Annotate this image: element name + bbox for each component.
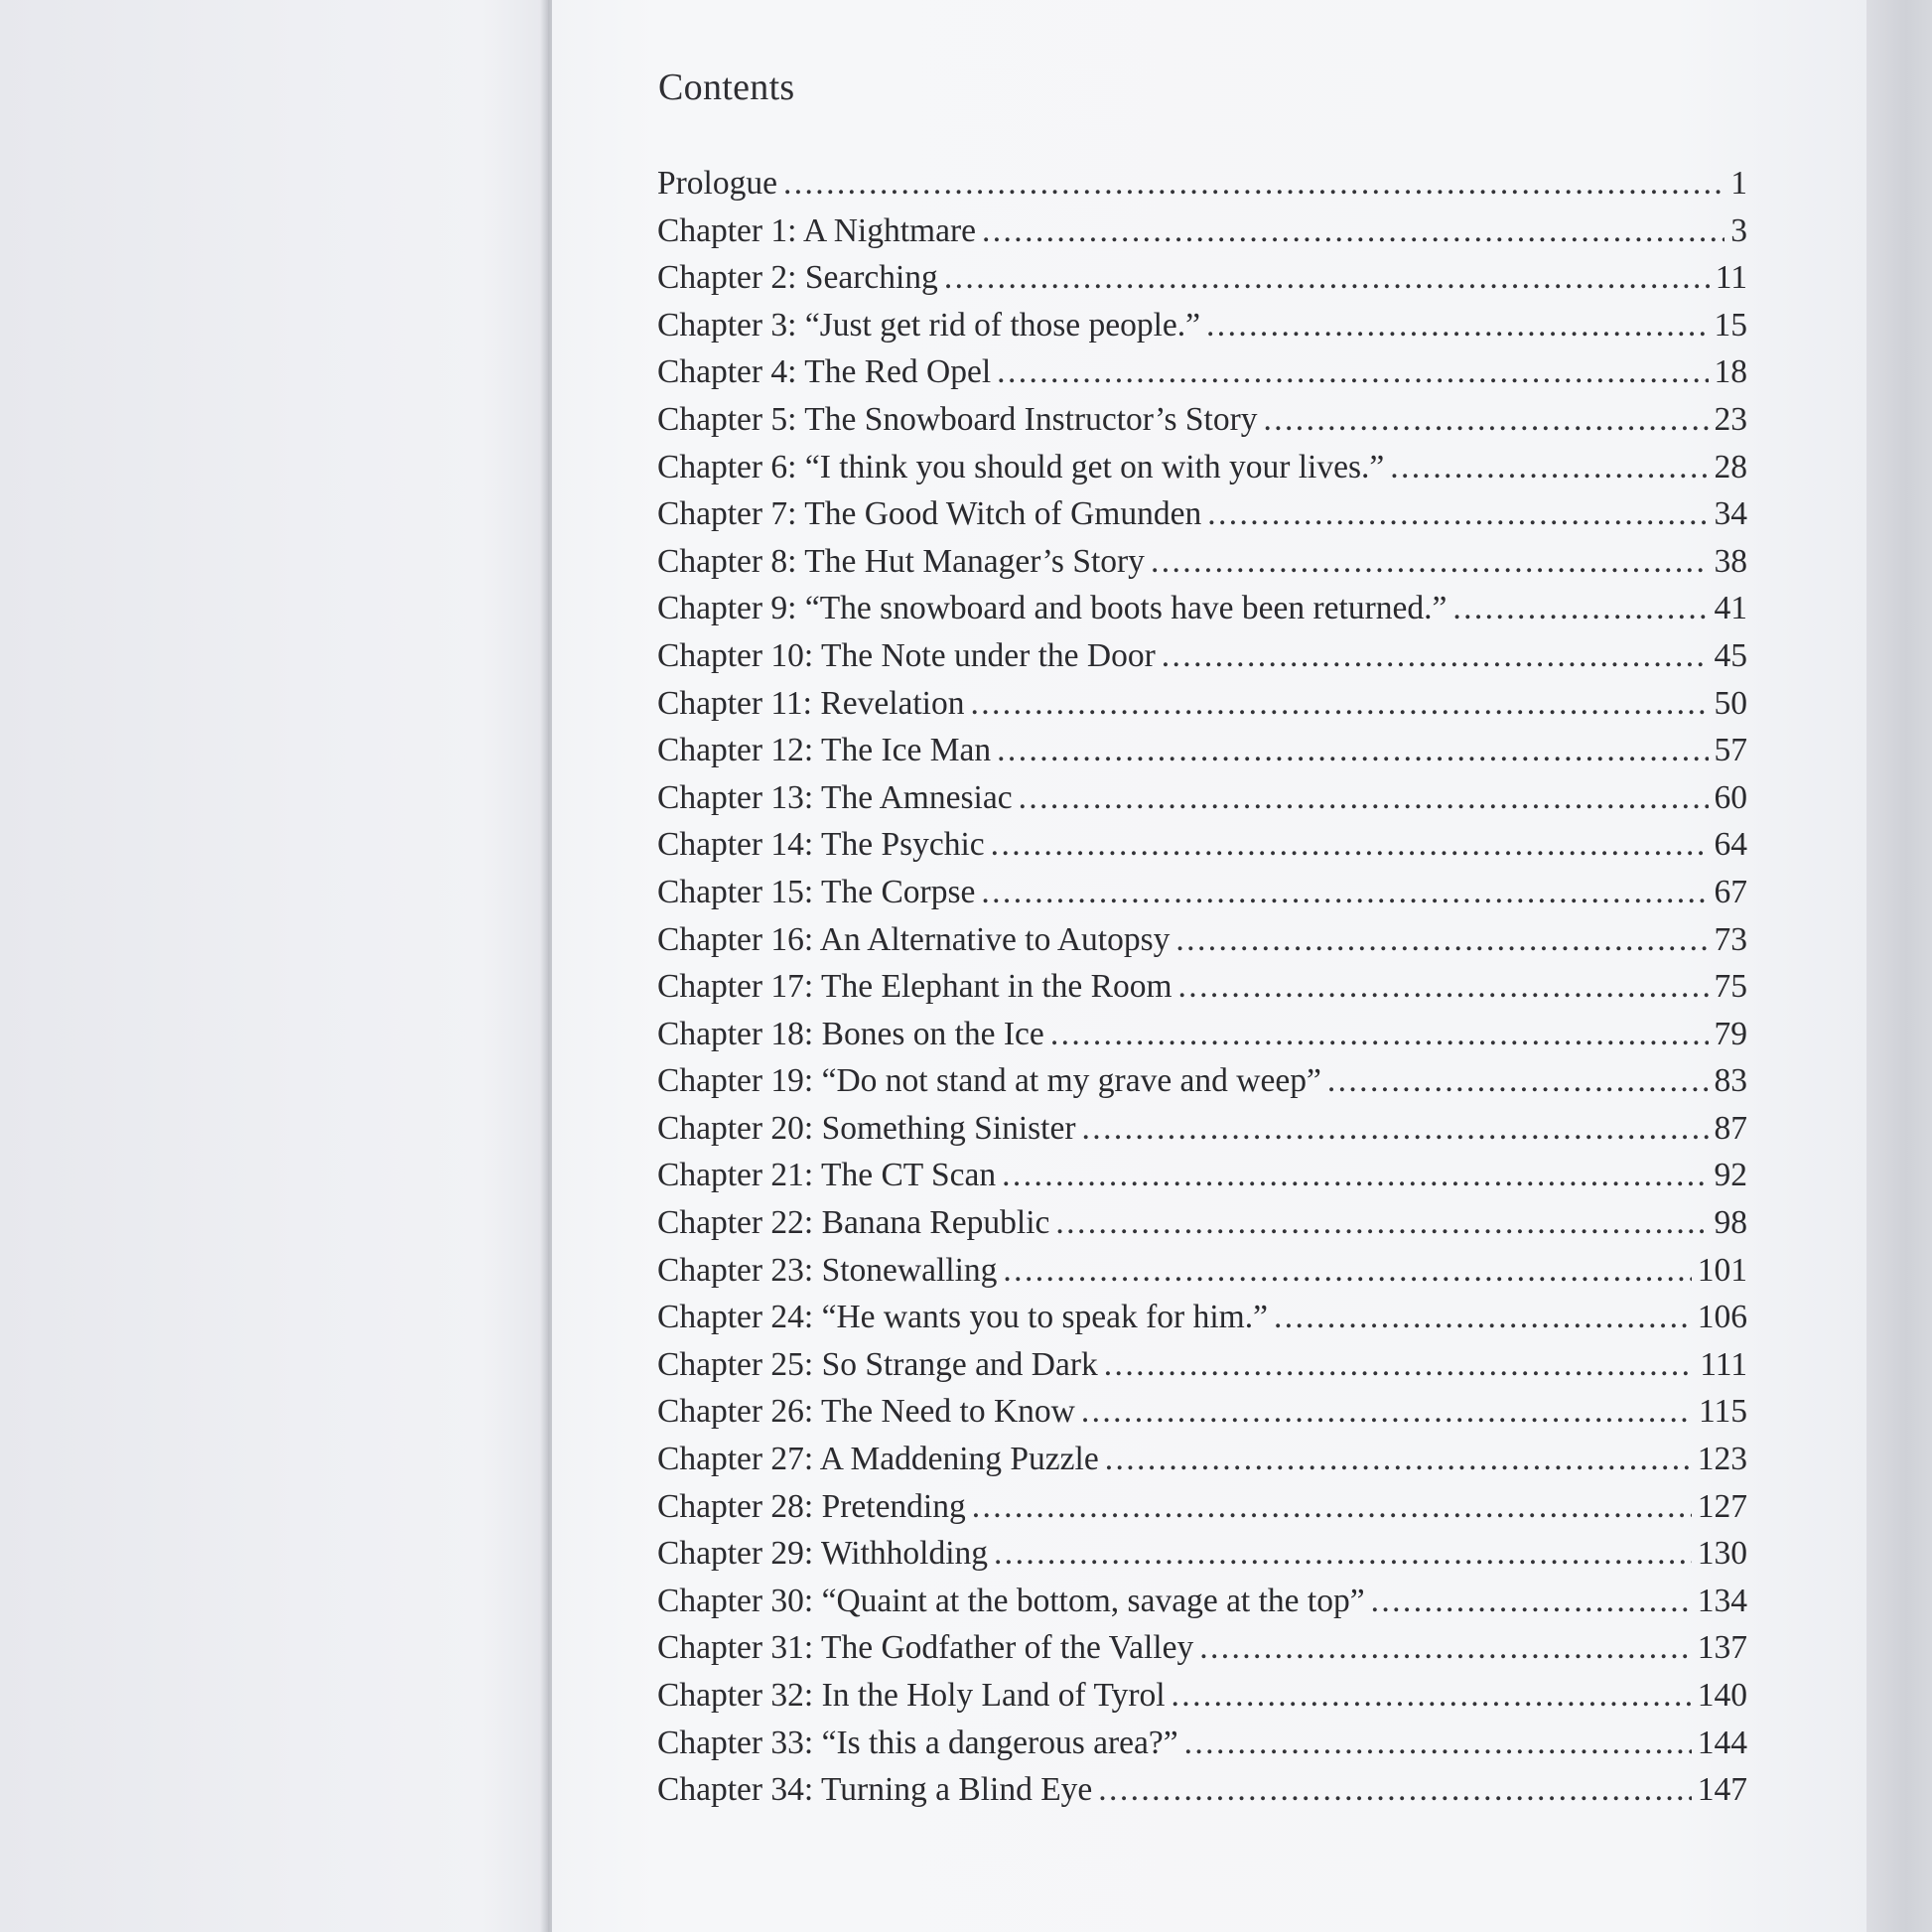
toc-entry-page: 34	[1714, 495, 1747, 533]
toc-entry-page: 41	[1714, 590, 1747, 627]
toc-entry	[657, 449, 1747, 496]
toc-entry-page: 67	[1714, 873, 1747, 910]
toc-dot-leader	[1162, 637, 1709, 675]
toc-dot-leader	[783, 165, 1725, 203]
toc-dot-leader	[1327, 1062, 1709, 1100]
toc-dot-leader	[970, 685, 1708, 723]
toc-entry-page: 130	[1697, 1535, 1747, 1573]
toc-entry	[657, 874, 1747, 921]
toc-entry-page: 147	[1697, 1771, 1747, 1809]
toc-entry-page: 18	[1714, 353, 1747, 391]
toc-dot-leader	[997, 732, 1708, 769]
toc-entry-label: Chapter 31: The Godfather of the Valley	[657, 1629, 1194, 1667]
toc-dot-leader	[1082, 1110, 1709, 1148]
toc-entry-label: Chapter 21: The CT Scan	[657, 1157, 997, 1194]
toc-dot-leader	[1206, 307, 1708, 345]
toc-entry	[657, 165, 1747, 212]
toc-entry-page: 45	[1714, 636, 1747, 674]
toc-entry-label: Chapter 22: Banana Republic	[657, 1204, 1050, 1242]
toc-entry-page: 106	[1697, 1299, 1747, 1336]
toc-entry-label: Chapter 16: An Alternative to Autopsy	[657, 920, 1171, 958]
toc-entry-page: 64	[1714, 826, 1747, 864]
toc-entry	[657, 1677, 1747, 1725]
toc-dot-leader	[1151, 543, 1709, 581]
toc-entry	[657, 259, 1747, 307]
toc-entry-label: Chapter 14: The Psychic	[657, 826, 985, 864]
toc-dot-leader	[1003, 1252, 1691, 1290]
toc-entry	[657, 1488, 1747, 1536]
toc-entry-page: 137	[1697, 1629, 1747, 1667]
toc-entry	[657, 732, 1747, 779]
toc-entry-label: Chapter 2: Searching	[657, 259, 938, 297]
toc-entry-label: Chapter 23: Stonewalling	[657, 1251, 998, 1289]
toc-entry	[657, 1252, 1747, 1300]
toc-entry-label: Chapter 13: The Amnesiac	[657, 778, 1013, 816]
toc-dot-leader	[997, 353, 1708, 391]
toc-entry-page: 73	[1714, 920, 1747, 958]
toc-entry	[657, 590, 1747, 637]
table-of-contents	[657, 165, 1747, 1819]
toc-entry-label: Chapter 25: So Strange and Dark	[657, 1345, 1098, 1383]
toc-entry	[657, 401, 1747, 449]
page-title: Contents	[658, 67, 795, 108]
toc-entry	[657, 1771, 1747, 1819]
toc-dot-leader	[1390, 449, 1708, 486]
toc-entry-page: 23	[1714, 400, 1747, 438]
toc-dot-leader	[1019, 779, 1709, 817]
toc-dot-leader	[1184, 1725, 1692, 1762]
toc-dot-leader	[991, 826, 1709, 864]
toc-entry-page: 3	[1730, 211, 1747, 249]
toc-dot-leader	[994, 1535, 1692, 1573]
toc-dot-leader	[1002, 1157, 1708, 1194]
toc-entry-page: 127	[1697, 1487, 1747, 1525]
toc-entry	[657, 779, 1747, 827]
toc-entry-label: Chapter 8: The Hut Manager’s Story	[657, 542, 1145, 580]
toc-entry-label: Chapter 3: “Just get rid of those people.”	[657, 306, 1201, 344]
toc-entry-label: Chapter 34: Turning a Blind Eye	[657, 1771, 1093, 1809]
toc-entry	[657, 1535, 1747, 1583]
left-page	[0, 0, 548, 1932]
toc-entry-page: 75	[1714, 968, 1747, 1006]
toc-entry-page: 92	[1714, 1157, 1747, 1194]
toc-dot-leader	[1263, 401, 1708, 439]
toc-entry	[657, 1062, 1747, 1110]
toc-entry	[657, 968, 1747, 1016]
toc-entry-label: Chapter 17: The Elephant in the Room	[657, 968, 1173, 1006]
toc-entry	[657, 1110, 1747, 1158]
toc-entry	[657, 1393, 1747, 1441]
toc-entry-label: Chapter 27: A Maddening Puzzle	[657, 1441, 1099, 1478]
toc-entry-label: Chapter 5: The Snowboard Instructor’s Story	[657, 400, 1258, 438]
toc-entry-page: 50	[1714, 684, 1747, 722]
toc-entry-label: Chapter 4: The Red Opel	[657, 353, 992, 391]
toc-entry	[657, 1016, 1747, 1063]
toc-dot-leader	[1098, 1771, 1691, 1809]
toc-entry	[657, 212, 1747, 260]
toc-entry	[657, 1204, 1747, 1252]
toc-dot-leader	[1055, 1204, 1708, 1242]
toc-entry-label: Chapter 33: “Is this a dangerous area?”	[657, 1724, 1178, 1761]
toc-entry-label: Chapter 7: The Good Witch of Gmunden	[657, 495, 1202, 533]
toc-dot-leader	[1274, 1299, 1692, 1336]
toc-entry-label: Chapter 29: Withholding	[657, 1535, 989, 1573]
toc-entry-label: Chapter 18: Bones on the Ice	[657, 1015, 1044, 1052]
toc-entry-page: 38	[1714, 542, 1747, 580]
toc-dot-leader	[1104, 1346, 1694, 1384]
toc-dot-leader	[1178, 968, 1709, 1006]
toc-entry	[657, 826, 1747, 874]
toc-entry-page: 1	[1730, 165, 1747, 202]
toc-entry-label: Chapter 1: A Nightmare	[657, 211, 976, 249]
toc-entry-page: 83	[1714, 1062, 1747, 1100]
toc-entry-page: 144	[1697, 1724, 1747, 1761]
toc-dot-leader	[972, 1488, 1692, 1526]
toc-dot-leader	[1371, 1583, 1692, 1620]
toc-entry-page: 134	[1697, 1582, 1747, 1619]
toc-entry-page: 101	[1697, 1251, 1747, 1289]
toc-entry-label: Chapter 11: Revelation	[657, 684, 965, 722]
toc-entry	[657, 1583, 1747, 1630]
toc-dot-leader	[981, 874, 1708, 911]
toc-dot-leader	[944, 259, 1710, 297]
toc-dot-leader	[1050, 1016, 1709, 1053]
toc-entry-label: Chapter 10: The Note under the Door	[657, 636, 1156, 674]
toc-entry	[657, 543, 1747, 591]
toc-entry-page: 57	[1714, 732, 1747, 769]
toc-entry-label: Chapter 26: The Need to Know	[657, 1393, 1075, 1431]
toc-entry-page: 79	[1714, 1015, 1747, 1052]
toc-entry-label: Chapter 24: “He wants you to speak for him.”	[657, 1299, 1268, 1336]
toc-entry-page: 11	[1715, 259, 1747, 297]
toc-entry-label: Chapter 9: “The snowboard and boots have been returned.”	[657, 590, 1448, 627]
toc-entry-page: 140	[1697, 1677, 1747, 1714]
toc-entry	[657, 1157, 1747, 1204]
toc-entry	[657, 685, 1747, 733]
toc-entry-page: 98	[1714, 1204, 1747, 1242]
toc-entry-label: Chapter 32: In the Holy Land of Tyrol	[657, 1677, 1166, 1714]
toc-entry	[657, 1629, 1747, 1677]
toc-dot-leader	[1452, 590, 1708, 627]
toc-entry	[657, 495, 1747, 543]
toc-dot-leader	[1199, 1629, 1692, 1667]
toc-entry-page: 60	[1714, 778, 1747, 816]
toc-entry-page: 111	[1700, 1345, 1747, 1383]
toc-entry-page: 123	[1697, 1441, 1747, 1478]
toc-entry-label: Chapter 30: “Quaint at the bottom, savage at the top”	[657, 1582, 1365, 1619]
toc-dot-leader	[1172, 1677, 1692, 1715]
toc-entry-label: Chapter 6: “I think you should get on with your lives.”	[657, 448, 1385, 485]
toc-entry-label: Prologue	[657, 165, 777, 202]
toc-entry	[657, 1441, 1747, 1488]
toc-dot-leader	[982, 212, 1725, 250]
toc-dot-leader	[1207, 495, 1708, 533]
toc-entry-label: Chapter 15: The Corpse	[657, 873, 976, 910]
toc-entry	[657, 921, 1747, 969]
page-edge-shadow	[1866, 0, 1932, 1932]
toc-entry	[657, 637, 1747, 685]
toc-entry-label: Chapter 12: The Ice Man	[657, 732, 992, 769]
toc-entry-page: 15	[1714, 306, 1747, 344]
toc-entry-label: Chapter 20: Something Sinister	[657, 1109, 1076, 1147]
toc-entry	[657, 1725, 1747, 1772]
toc-dot-leader	[1105, 1441, 1692, 1478]
toc-entry-page: 28	[1714, 448, 1747, 485]
toc-dot-leader	[1081, 1393, 1693, 1431]
toc-entry	[657, 1299, 1747, 1346]
toc-dot-leader	[1175, 921, 1708, 959]
toc-entry-label: Chapter 28: Pretending	[657, 1487, 966, 1525]
toc-entry-page: 87	[1714, 1109, 1747, 1147]
toc-entry	[657, 1346, 1747, 1394]
toc-entry-label: Chapter 19: “Do not stand at my grave and weep”	[657, 1062, 1321, 1100]
toc-entry-page: 115	[1698, 1393, 1747, 1431]
toc-entry	[657, 353, 1747, 401]
toc-entry	[657, 307, 1747, 354]
